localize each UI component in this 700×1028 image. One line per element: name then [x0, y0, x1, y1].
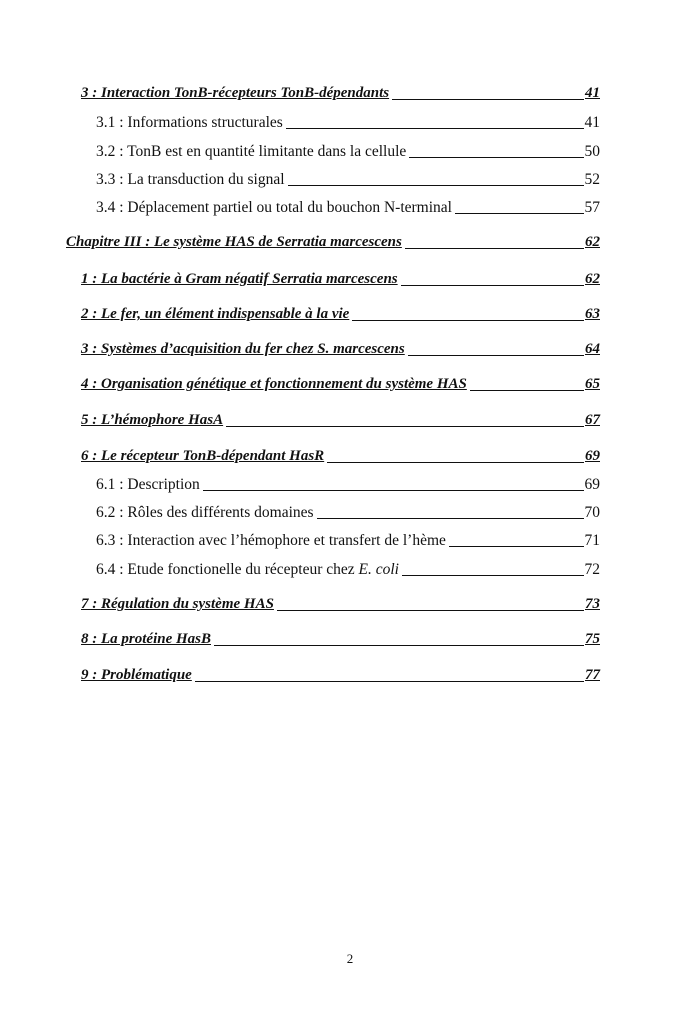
toc-leader-line — [226, 426, 584, 427]
toc-leader-line — [449, 546, 584, 547]
toc-entry-title: 9 : Problématique — [81, 667, 192, 683]
toc-entry-title: 7 : Régulation du système HAS — [81, 596, 274, 612]
toc-entry-title: 6 : Le récepteur TonB-dépendant HasR — [81, 448, 325, 464]
toc-entry-page: 72 — [584, 561, 600, 578]
toc-entry[interactable] — [81, 413, 600, 428]
toc-leader-line — [327, 462, 584, 463]
toc-entry-title: 3 : Systèmes d’acquisition du fer chez S. marcescens — [81, 341, 405, 357]
toc-entry-page: 62 — [585, 271, 600, 287]
toc-entry[interactable] — [96, 115, 600, 131]
toc-entry-page: 70 — [584, 504, 600, 521]
toc-entry-page: 69 — [585, 448, 600, 464]
toc-entry-title-italic: E. coli — [358, 561, 399, 578]
toc-entry-page: 50 — [584, 143, 600, 160]
page-number: 2 — [346, 951, 354, 966]
toc-leader-line — [203, 490, 584, 491]
toc-entry-page: 69 — [584, 476, 600, 493]
toc-entry-title: 3.3 : La transduction du signal — [96, 171, 285, 188]
toc-entry[interactable] — [96, 562, 600, 578]
toc-entry[interactable] — [81, 377, 600, 392]
toc-leader-line — [277, 610, 584, 611]
toc-entry[interactable] — [81, 632, 600, 647]
toc-entry[interactable] — [96, 200, 600, 216]
toc-entry-title: 5 : L’hémophore HasA — [81, 412, 224, 428]
toc-leader-line — [402, 575, 584, 576]
toc-entry-title: 8 : La protéine HasB — [81, 631, 211, 647]
toc-entry-title: 6.1 : Description — [96, 476, 200, 493]
toc-leader-line — [470, 390, 584, 391]
toc-entry-title: 3.4 : Déplacement partiel ou total du bouchon N-terminal — [96, 199, 452, 216]
toc-entry[interactable] — [81, 272, 600, 287]
toc-leader-line — [455, 213, 584, 214]
toc-leader-line — [352, 320, 584, 321]
toc-entry[interactable] — [81, 342, 600, 357]
toc-entry-page: 71 — [584, 532, 600, 549]
toc-entry-page: 67 — [585, 412, 600, 428]
toc-entry-page: 41 — [585, 85, 600, 101]
toc-entry[interactable] — [81, 86, 600, 101]
toc-entry-title: 4 : Organisation génétique et fonctionnement du système HAS — [81, 376, 467, 392]
toc-chapter-title — [66, 235, 402, 250]
toc-entry-page: 64 — [585, 341, 600, 357]
toc-entry-title: 6.3 : Interaction avec l’hémophore et transfert de l’hème — [96, 532, 446, 549]
toc-entry-title: 3.2 : TonB est en quantité limitante dans la cellule — [96, 143, 407, 160]
chapter-name: : Le système HAS de Serratia marcescens — [141, 234, 402, 250]
toc-entry[interactable] — [81, 668, 600, 683]
toc-entry-page: 63 — [585, 306, 600, 322]
toc-entry-page: 57 — [584, 199, 600, 216]
toc-entry[interactable] — [96, 477, 600, 493]
toc-entry-page: 77 — [585, 667, 600, 683]
toc-entry-title: 3.1 : Informations structurales — [96, 114, 283, 131]
toc-leader-line — [405, 248, 584, 249]
toc-leader-line — [195, 681, 584, 682]
toc-entry[interactable] — [96, 144, 600, 160]
toc-entry-title: 3 : Interaction TonB-récepteurs TonB-dépendants — [81, 85, 390, 101]
toc-entry-page: 75 — [585, 631, 600, 647]
toc-leader-line — [286, 128, 584, 129]
toc-entry-page: 65 — [585, 376, 600, 392]
toc-entry[interactable] — [96, 505, 600, 521]
toc-entry[interactable] — [81, 449, 600, 464]
toc-entry-title: 6.2 : Rôles des différents domaines — [96, 504, 314, 521]
toc-entry[interactable] — [96, 533, 600, 549]
toc-entry-page: 73 — [585, 596, 600, 612]
chapter-label: Chapitre III — [66, 234, 142, 250]
toc-entry-title: 1 : La bactérie à Gram négatif Serratia marcescens — [81, 271, 398, 287]
toc-entry-title — [96, 562, 399, 578]
toc-entry-page: 52 — [584, 171, 600, 188]
toc-leader-line — [317, 518, 584, 519]
toc-leader-line — [401, 285, 584, 286]
toc-entry-page: 62 — [585, 234, 600, 250]
toc-entry-title: 2 : Le fer, un élément indispensable à la vie — [81, 306, 350, 322]
toc-entry[interactable] — [81, 307, 600, 322]
toc-leader-line — [392, 99, 584, 100]
toc-leader-line — [409, 157, 583, 158]
toc-entry-title-text: 6.4 : Etude fonctionelle du récepteur chez — [96, 561, 359, 578]
toc-leader-line — [408, 355, 584, 356]
toc-leader-line — [214, 645, 584, 646]
toc-chapter-entry[interactable] — [66, 235, 600, 250]
toc-leader-line — [288, 185, 584, 186]
toc-entry-page: 41 — [584, 114, 600, 131]
toc-entry[interactable] — [96, 172, 600, 188]
toc-entry[interactable] — [81, 597, 600, 612]
